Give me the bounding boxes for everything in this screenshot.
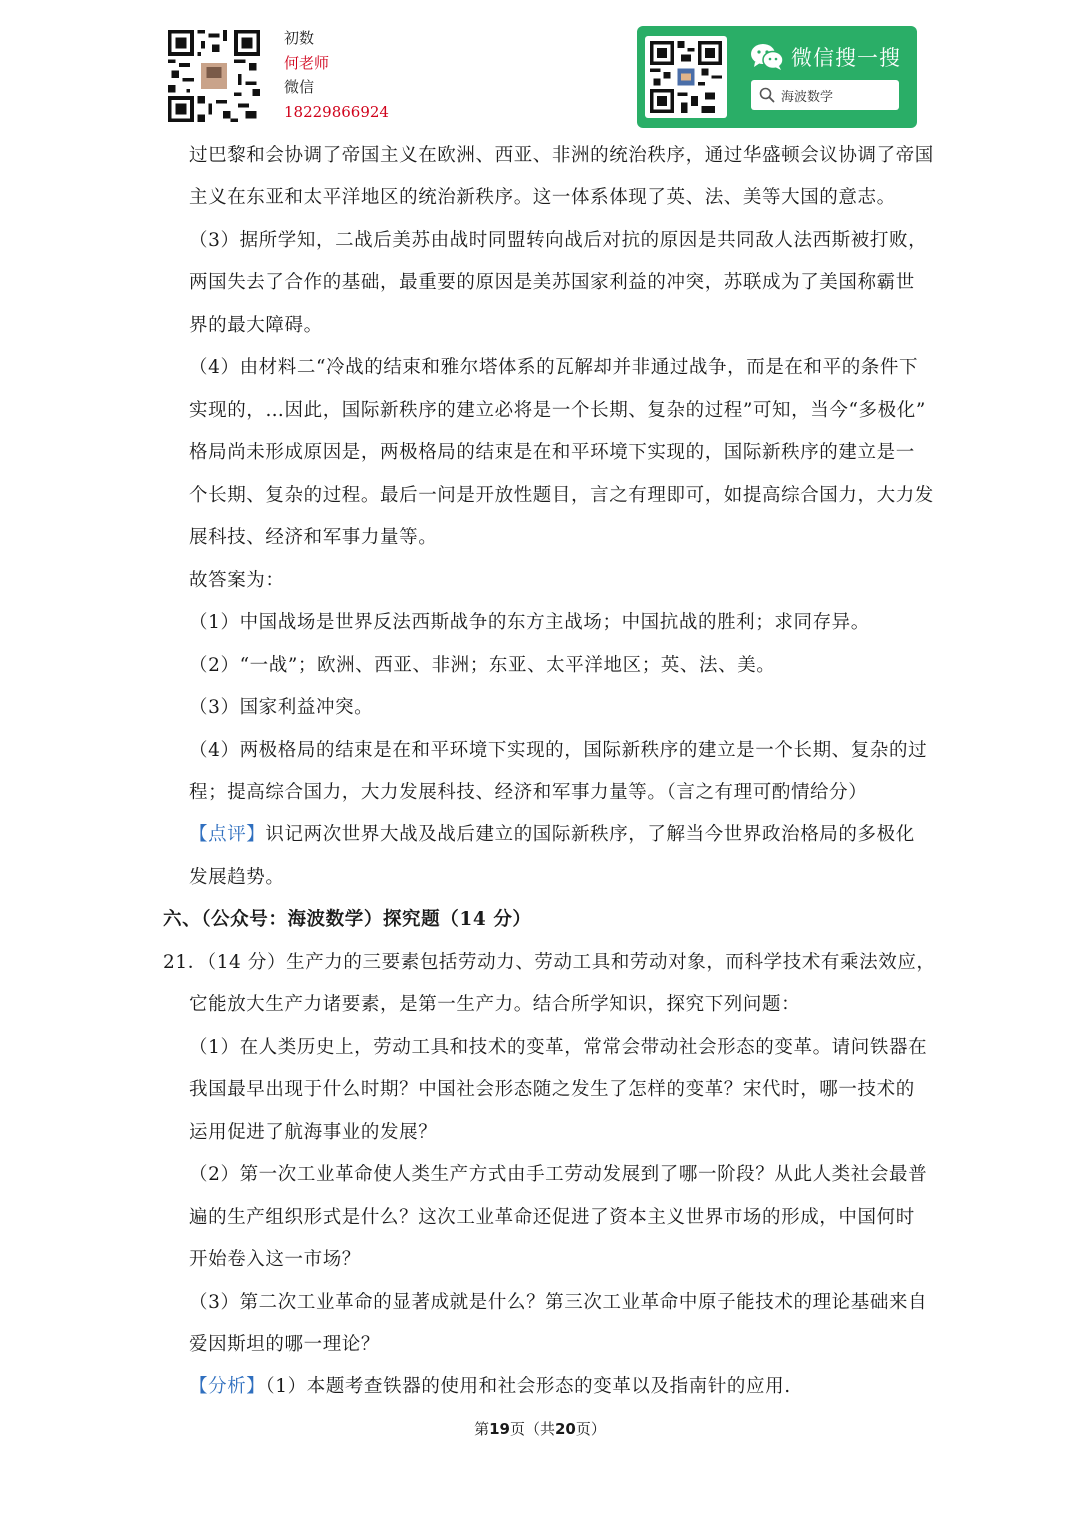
wechat-title xyxy=(749,40,901,74)
text-line: 展科技、经济和军事力量等。 xyxy=(189,527,438,548)
analysis-line xyxy=(189,1372,791,1398)
question-line: 21．（14 分）生产力的三要素包括劳动力、劳动工具和劳动对象，而科学技术有乘法效应， xyxy=(163,952,936,973)
contact-line-3: 微信 xyxy=(284,78,315,96)
contact-teacher: 何老师 xyxy=(284,53,330,72)
page-footer xyxy=(0,1418,1080,1439)
answer-intro: 故答案为： xyxy=(189,570,285,591)
analysis-label: 【分析】 xyxy=(189,1376,266,1397)
wechat-search-box[interactable] xyxy=(751,80,899,110)
text-line: 格局尚未形成原因是，两极格局的结束是在和平环境下实现的，国际新秩序的建立是一 xyxy=(189,442,915,463)
answer-line: （3）国家利益冲突。 xyxy=(189,697,374,718)
text-line: （3）据所学知，二战后美苏由战时同盟转向战后对抗的原因是共同敌人法西斯被打败， xyxy=(189,230,928,251)
question-line: （2）第一次工业革命使人类生产方式由手工劳动发展到了哪一阶段？从此人类社会最普 xyxy=(189,1164,928,1185)
text-line: 个长期、复杂的过程。最后一问是开放性题目，言之有理即可，如提高综合国力，大力发 xyxy=(189,485,934,506)
text-line: 过巴黎和会协调了帝国主义在欧洲、西亚、非洲的统治秩序，通过华盛顿会议协调了帝国 xyxy=(189,145,934,166)
text-line: 发展趋势。 xyxy=(189,867,285,888)
answer-line: （1）中国战场是世界反法西斯战争的东方主战场；中国抗战的胜利；求同存异。 xyxy=(189,612,870,633)
question-line: 遍的生产组织形式是什么？这次工业革命还促进了资本主义世界市场的形成，中国何时 xyxy=(189,1207,915,1228)
contact-phone: 18229866924 xyxy=(284,102,389,121)
text-line: 两国失去了合作的基础，最重要的原因是美苏国家利益的冲突，苏联成为了美国称霸世 xyxy=(189,272,915,293)
page-total: 20 xyxy=(555,1420,576,1438)
answer-line: （2）“一战”；欧洲、西亚、非洲；东亚、太平洋地区；英、法、美。 xyxy=(189,655,776,676)
comment-text: 识记两次世界大战及战后建立的国际新秩序，了解当今世界政治格局的多极化 xyxy=(265,824,915,845)
text-line: 界的最大障碍。 xyxy=(189,315,323,336)
wechat-search-card[interactable] xyxy=(637,26,917,128)
answer-line: （4）两极格局的结束是在和平环境下实现的，国际新秩序的建立是一个长期、复杂的过 xyxy=(189,740,928,761)
analysis-text: （1）本题考查铁器的使用和社会形态的变革以及指南针的应用. xyxy=(265,1376,791,1397)
footer-prefix: 第 xyxy=(474,1420,490,1438)
question-line: （3）第二次工业革命的显著成就是什么？第三次工业革命中原子能技术的理论基础来自 xyxy=(189,1292,928,1313)
answer-line: 程；提高综合国力，大力发展科技、经济和军事力量等。（言之有理可酌情给分） xyxy=(189,782,868,803)
section-title: 六、（公众号：海波数学）探究题（14 分） xyxy=(163,909,532,930)
comment-line xyxy=(189,820,915,846)
contact-line-1: 初数 xyxy=(284,29,315,47)
contact-info xyxy=(284,26,389,124)
comment-label: 【点评】 xyxy=(189,824,266,845)
wechat-search-text: 海波数学 xyxy=(781,89,834,105)
page-number: 19 xyxy=(489,1420,510,1438)
question-line: （1）在人类历史上，劳动工具和技术的变革，常常会带动社会形态的变革。请问铁器在 xyxy=(189,1037,928,1058)
wechat-title-text: 微信搜一搜 xyxy=(791,46,901,70)
question-line: 我国最早出现于什么时期？中国社会形态随之发生了怎样的变革？宋代时，哪一技术的 xyxy=(189,1079,915,1100)
search-icon xyxy=(759,87,775,103)
question-line: 爱因斯坦的哪一理论？ xyxy=(189,1334,381,1355)
question-line: 运用促进了航海事业的发展？ xyxy=(189,1122,438,1143)
wechat-logo-icon xyxy=(749,42,785,72)
text-line: （4）由材料二“冷战的结束和雅尔塔体系的瓦解却并非通过战争，而是在和平的条件下 xyxy=(189,357,919,378)
text-line: 实现的，…因此，国际新秩序的建立必将是一个长期、复杂的过程”可知，当今“多极化” xyxy=(189,400,926,421)
question-line: 开始卷入这一市场？ xyxy=(189,1249,361,1270)
footer-suffix: 页） xyxy=(575,1420,606,1438)
wechat-qr-code xyxy=(645,36,727,118)
question-line: 它能放大生产力诸要素，是第一生产力。结合所学知识，探究下列问题： xyxy=(189,994,801,1015)
text-line: 主义在东亚和太平洋地区的统治新秩序。这一体系体现了英、法、美等大国的意志。 xyxy=(189,187,896,208)
footer-middle: 页（共 xyxy=(509,1420,555,1438)
teacher-qr-code xyxy=(168,30,260,122)
